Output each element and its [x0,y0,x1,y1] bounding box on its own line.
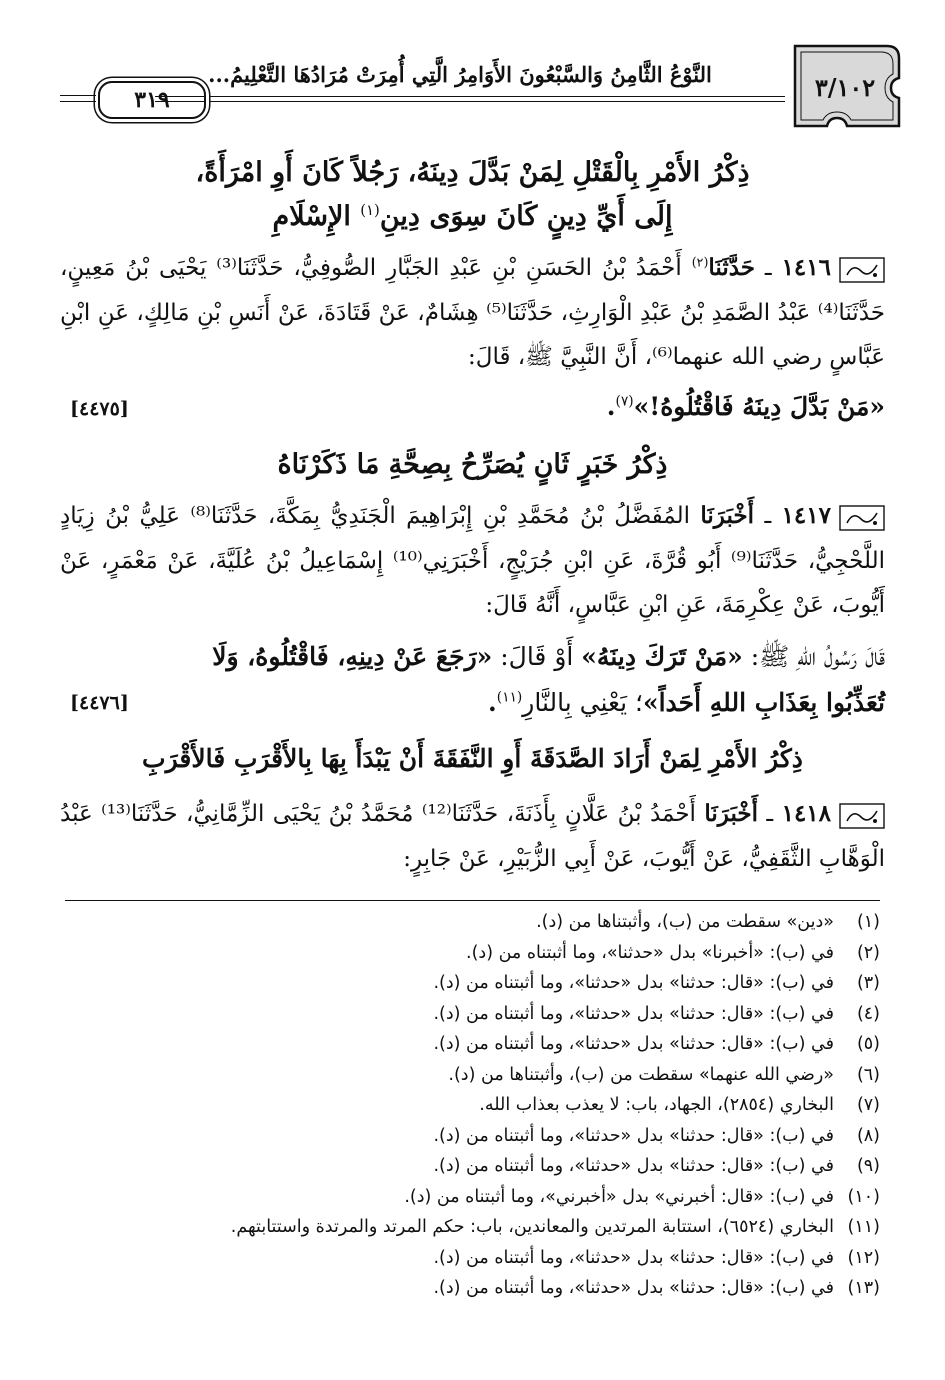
footnote-marker: (١١) [496,689,523,706]
hadith-isnad-text: أَحْمَدُ بْنُ عَلَّانٍ بِأَذَنَةَ، حَدَّثَنَا⁽¹²⁾ مُحَمَّدُ بْنُ يَحْيَى الزِّمَّانِيُّ، حَدَّثَنَا⁽¹³⁾ عَبْدُ الْوَهَّابِ الثَّقَفِيُّ، عَنْ أَيُّوبَ، عَنْ أَبِي الزُّبَيْرِ، عَنْ جَابِرٍ: [60,801,885,872]
hadith-matn-text: تُعَذِّبُوا بِعَذَابِ اللهِ أَحَداً» [642,688,885,717]
footnote-text: البخاري (٦٥٢٤)، استتابة المرتدين والمعاندين، باب: حكم المرتد والمرتدة واستتابتهم. [230,1217,834,1237]
header-rule-left [60,95,96,96]
footnote-text: في (ب): «قال: حدثنا» بدل «حدثنا»، وما أثبتناه من (د). [433,1278,834,1298]
hadith-isnad: ١٤١٦ ـ حَدَّثَنَا$^{(٢)}$ أَحْمَدُ بْنُ الحَسَنِ بْنِ عَبْدِ الجَبَّارِ الصُّوفِيُّ، حَدَّثَنَا⁽³⁾ يَحْيَى بْنُ مَعِينٍ، حَدَّثَنَا⁽⁴⁾ عَبْدُ الصَّمَدِ بْنُ عَبْدِ الْوَارِثِ، حَدَّثَنَا⁽⁵⁾ هِشَامٌ، عَنْ قَتَادَةَ، عَنْ أَنَسِ بْنِ مَالِكٍ، عَنِ ابْنِ عَبَّاسٍ رضي الله عنهما⁽⁶⁾، أَنَّ النَّبِيَّ ﷺ، قَالَ: [60,246,885,379]
hadith-keyword: أَخْبَرَنَا [704,800,759,827]
running-head: النَّوْعُ الثَّامِنُ وَالسَّبْعُونَ الأَوَامِرُ الَّتِي أُمِرَتْ مُرَادُهَا التَّعْلِيمُ... [208,62,712,87]
header-rule-left [60,101,96,102]
hadith-isnad-text: المُفَضَّلُ بْنُ مُحَمَّدِ بْنِ إِبْرَاهِيمَ الْجَنَدِيُّ بِمَكَّةَ، حَدَّثَنَا⁽⁸⁾ عَلِيُّ بْنُ زِيَادٍ اللَّحْجِيُّ، حَدَّثَنَا⁽⁹⁾ أَبُو قُرَّةَ، عَنِ ابْنِ جُرَيْجٍ، أَخْبَرَنِي⁽¹⁰⁾ إِسْمَاعِيلُ بْنُ عُلَيَّةَ، عَنْ مَعْمَرٍ، عَنْ أَيُّوبَ، عَنْ عِكْرِمَةَ، عَنِ ابْنِ عَبَّاسٍ، أَنَّهُ قَالَ: [60,503,885,618]
hadith-matn-plain: أَوْ قَالَ: [492,642,582,671]
footnote-marker: (١) [360,201,380,219]
hadith-isnad: ١٤١٨ ـ أَخْبَرَنَا أَحْمَدُ بْنُ عَلَّانٍ بِأَذَنَةَ، حَدَّثَنَا⁽¹²⁾ مُحَمَّدُ بْنُ يَحْيَى الزِّمَّانِيُّ، حَدَّثَنَا⁽¹³⁾ عَبْدُ الْوَهَّابِ الثَّقَفِيُّ، عَنْ أَيُّوبَ، عَنْ أَبِي الزُّبَيْرِ، عَنْ جَابِرٍ: [60,792,885,881]
footnote-text: في (ب): «قال: حدثنا» بدل «حدثنا»، وما أثبتناه من (د). [433,1003,834,1024]
footnote-item [65,1090,880,1121]
footnote-marker: (٢) [691,254,709,270]
hadith-isnad: ١٤١٧ ـ أَخْبَرَنَا المُفَضَّلُ بْنُ مُحَمَّدِ بْنِ إِبْرَاهِيمَ الْجَنَدِيُّ بِمَكَّةَ، حَدَّثَنَا⁽⁸⁾ عَلِيُّ بْنُ زِيَادٍ اللَّحْجِيُّ، حَدَّثَنَا⁽⁹⁾ أَبُو قُرَّةَ، عَنِ ابْنِ جُرَيْجٍ، أَخْبَرَنِي⁽¹⁰⁾ إِسْمَاعِيلُ بْنُ عُلَيَّةَ، عَنْ مَعْمَرٍ، عَنْ أَيُّوبَ، عَنْ عِكْرِمَةَ، عَنِ ابْنِ عَبَّاسٍ، أَنَّهُ قَالَ: [60,494,885,627]
hadith-matn-plain: قَالَ رَسُولُ اللهِ ﷺ: [742,642,885,671]
hadith-marker-icon [839,495,885,539]
header-rule [155,101,785,102]
footnote-text: «دين» سقطت من (ب)، وأثبتناها من (د). [536,912,834,932]
hadith-reference: [٤٤٧٦] [70,692,129,714]
footnote-item [65,999,880,1030]
chapter-heading [60,196,885,238]
hadith-matn-text: «مَنْ بَدَّلَ دِينَهُ فَاقْتُلُوهُ!» [633,392,885,421]
hadith-matn-text: «رَجَعَ عَنْ دِينِهِ، فَاقْتُلُوهُ، وَلَا [212,642,493,671]
hadith-matn [60,634,885,680]
footnote-item [65,1243,880,1274]
hadith-number: ١٤١٧ [781,502,831,529]
hadith-isnad-text: أَحْمَدُ بْنُ الحَسَنِ بْنِ عَبْدِ الجَبَّارِ الصُّوفِيُّ، حَدَّثَنَا⁽³⁾ يَحْيَى بْنُ مَعِينٍ، حَدَّثَنَا⁽⁴⁾ عَبْدُ الصَّمَدِ بْنُ عَبْدِ الْوَارِثِ، حَدَّثَنَا⁽⁵⁾ هِشَامٌ، عَنْ قَتَادَةَ، عَنْ أَنَسِ بْنِ مَالِكٍ، عَنِ ابْنِ عَبَّاسٍ رضي الله عنهما⁽⁶⁾، أَنَّ النَّبِيَّ ﷺ، قَالَ: [60,255,885,370]
footnote-item [65,1273,880,1304]
footnote-text: في (ب): «قال: حدثنا» بدل «حدثنا»، وما أثبتناه من (د). [433,1247,834,1268]
footnote-item [65,938,880,969]
hadith-number: ١٤١٦ [781,254,831,281]
footnote-item [65,1060,880,1091]
footnote-item [65,907,880,938]
footnote-item [65,1212,880,1243]
footnote-number: (١) [856,912,880,932]
footnote-number: (٢) [856,942,880,963]
footnote-number: (١٣) [847,1278,880,1298]
footnote-number: (٧) [856,1095,880,1115]
footnote-list [65,907,880,1304]
chapter-heading-line: ذِكْرُ خَبَرٍ ثَانٍ يُصَرِّحُ بِصِحَّةِ مَا ذَكَرْنَاهُ [277,449,668,480]
chapter-heading-line: الإِسْلَامِ [272,201,361,232]
footnote-number: (٥) [856,1034,880,1054]
footnote-item [65,968,880,999]
footnote-text: البخاري (٢٨٥٤)، الجهاد، باب: لا يعذب بعذاب الله. [479,1095,834,1115]
footnote-number: (١١) [847,1217,880,1237]
hadith-reference: [٤٤٧٥] [70,398,129,420]
hadith-keyword: حَدَّثَنَا [708,254,756,281]
footnote-number: (١٢) [847,1247,880,1268]
chapter-heading [60,152,885,194]
chapter-heading-line: إِلَى أَيِّ دِينٍ كَانَ سِوَى دِينِ [379,201,673,232]
hadith-matn-text: «مَنْ تَرَكَ دِينَهُ» [581,642,743,671]
chapter-heading-line: ذِكْرُ الأَمْرِ لِمَنْ أَرَادَ الصَّدَقَةَ أَوِ النَّفَقَةَ أَنْ يَبْدَأَ بِهَا بِالأَقْرَبِ فَالأَقْرَبِ [142,744,803,773]
hadith-marker-icon [839,793,885,837]
chapter-heading [60,738,885,780]
volume-badge-label: ٣/١٠٢ [814,73,876,102]
hadith-marker-icon [839,247,885,291]
volume-badge-icon [787,40,905,132]
footnote-number: (١٠) [847,1186,880,1207]
footnote-text: في (ب): «قال: حدثنا» بدل «حدثنا»، وما أثبتناه من (د). [433,1034,834,1054]
footnote-item [65,1151,880,1182]
page-number: ٣١٩ [98,81,206,119]
header-rule [155,96,785,97]
footnote-number: (٣) [856,973,880,993]
footnote-number: (٦) [856,1064,880,1085]
footnote-text: في (ب): «قال: حدثنا» بدل «حدثنا»، وما أثبتناه من (د). [433,1125,834,1146]
hadith-matn: تُعَذِّبُوا بِعَذَابِ اللهِ أَحَداً»؛ يَعْنِي بِالنَّارِ$^{(١١)}$. [488,688,885,717]
hadith-keyword: أَخْبَرَنَا [700,502,755,529]
hadith-number: ١٤١٨ [781,800,832,827]
chapter-heading [60,444,885,486]
footnote-text: في (ب): «أخبرنا» بدل «حدثنا»، وما أثبتناه من (د). [466,942,834,963]
footnote-text: في (ب): «قال: حدثنا» بدل «حدثنا»، وما أثبتناه من (د). [433,1156,834,1176]
footnote-number: (٤) [856,1003,880,1024]
footnote-separator [65,900,880,901]
footnote-number: (٩) [856,1156,880,1176]
hadith-matn: «مَنْ بَدَّلَ دِينَهُ فَاقْتُلُوهُ!»$^{(٧)}$. [606,392,885,421]
footnote-text: في (ب): «قال: حدثنا» بدل «حدثنا»، وما أثبتناه من (د). [433,973,834,993]
footnote-number: (٨) [856,1125,880,1146]
footnote-item [65,1029,880,1060]
footnote-text: في (ب): «قال: أخبرني» بدل «أخبرني»، وما أثبتناه من (د). [404,1186,834,1207]
hadith-matn-plain: ؛ يَعْنِي بِالنَّارِ [522,688,643,717]
footnote-marker: (٧) [615,393,634,410]
footnote-item [65,1121,880,1152]
footnote-item [65,1182,880,1213]
footnote-text: «رضي الله عنهما» سقطت من (ب)، وأثبتناها من (د). [448,1064,834,1085]
chapter-heading-line: ذِكْرُ الأَمْرِ بِالْقَتْلِ لِمَنْ بَدَّلَ دِينَهُ، رَجُلاً كَانَ أَوِ امْرَأَةً، [195,157,750,188]
